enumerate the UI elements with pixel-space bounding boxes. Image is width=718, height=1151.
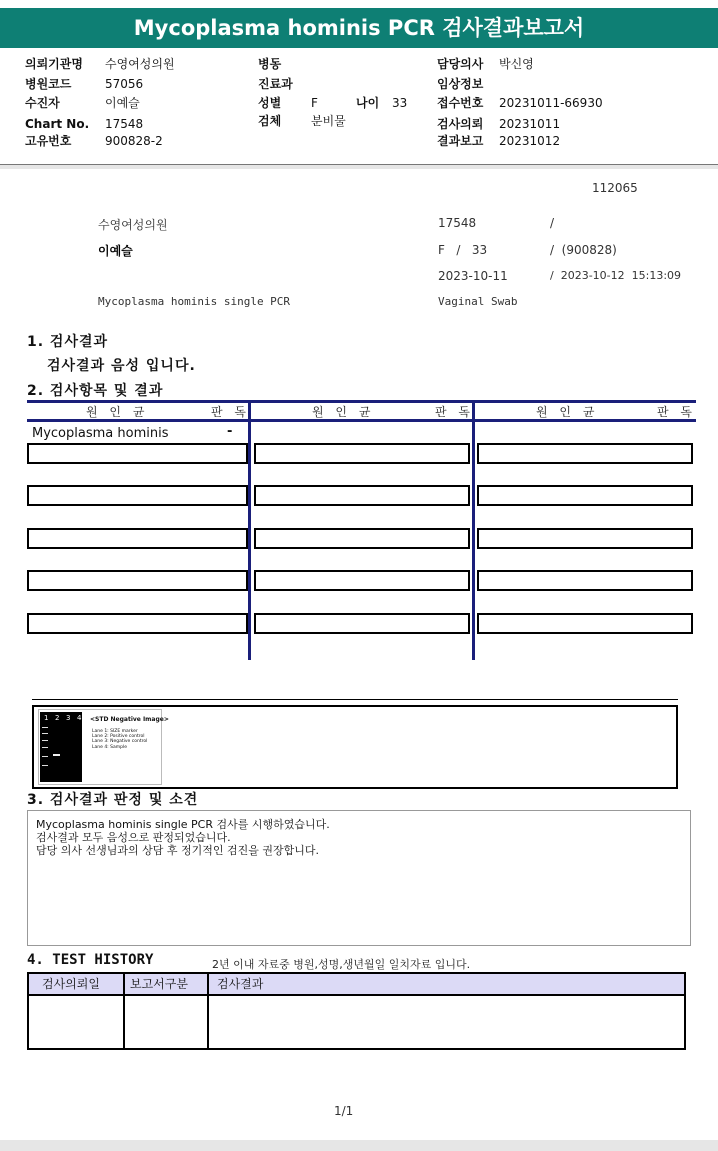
gel-band (42, 765, 48, 766)
history-header-report-type: 보고서구분 (130, 977, 188, 991)
gel-band (42, 727, 48, 728)
lane-number: 1 (44, 714, 49, 722)
opinion-box (27, 810, 691, 946)
unique-number-label: 고유번호 (25, 134, 72, 148)
ward-label: 병동 (258, 57, 282, 71)
info-specimen: Vaginal Swab (438, 295, 518, 308)
image-divider (32, 699, 678, 700)
gel-legend-item: Lane 1: SIZE marker (92, 729, 138, 734)
result-box (254, 570, 470, 591)
col2-judge-header: 판 독 (435, 405, 474, 419)
info-patient: 이예슬 (98, 244, 133, 258)
result-box (27, 570, 248, 591)
info-institution: 수영여성의원 (98, 218, 168, 232)
doctor-label: 담당의사 (437, 57, 484, 71)
opinion-line: 담당 의사 선생님과의 상담 후 정기적인 검진을 권장합니다. (36, 844, 319, 857)
result-box (27, 613, 248, 634)
result-box (254, 485, 470, 506)
receipt-number-value: 20231011-66930 (499, 96, 603, 110)
request-date-label: 검사의뢰 (437, 117, 484, 131)
unique-number-value: 900828-2 (105, 134, 163, 148)
patient-value: 이예슬 (105, 96, 140, 110)
gel-legend-item: Lane 4: Sample (92, 744, 127, 750)
col2-organism-header: 원 인 균 (312, 405, 375, 419)
column-divider-1 (248, 403, 251, 660)
info-test-name: Mycoplasma hominis single PCR (98, 295, 291, 308)
result-box (254, 613, 470, 634)
section1-result: 검사결과 음성 입니다. (47, 358, 196, 374)
info-sex-age: F / 33 (438, 243, 488, 257)
section3-title: 3. 검사결과 판정 및 소견 (27, 792, 199, 808)
col3-organism-header: 원 인 균 (536, 405, 599, 419)
result-box (254, 528, 470, 549)
history-header-request-date: 검사의뢰일 (42, 977, 100, 991)
section1-title: 1. 검사결과 (27, 334, 109, 350)
gel-band (42, 740, 48, 741)
hospital-code-value: 57056 (105, 77, 144, 91)
info-report-datetime: / 2023-10-12 15:13:09 (550, 269, 682, 282)
col1-judge-header: 판 독 (211, 405, 250, 419)
age-label: 나이 (356, 96, 380, 110)
page-number: 1/1 (334, 1104, 354, 1118)
age-value: 33 (392, 96, 408, 110)
receipt-number-label: 접수번호 (437, 96, 484, 110)
chart-value: 17548 (105, 117, 144, 131)
column-divider-2 (472, 403, 475, 660)
info-birth: / (900828) (550, 243, 617, 257)
organism-result: - (227, 424, 233, 439)
result-box (27, 443, 248, 464)
clinical-info-label: 임상정보 (437, 77, 484, 91)
chart-label: Chart No. (25, 117, 90, 131)
result-box (477, 443, 693, 464)
hospital-code-label: 병원코드 (25, 77, 72, 91)
col1-organism-header: 원 인 균 (86, 405, 149, 419)
department-label: 진료과 (258, 77, 293, 91)
history-table-header (29, 974, 684, 996)
history-note: 2년 이내 자료중 병원,성명,생년월일 일치자료 입니다. (212, 958, 471, 971)
gel-legend-item: Lane 2: Positive control (92, 734, 145, 740)
sex-value: F (311, 96, 318, 110)
result-box (477, 528, 693, 549)
institution-label: 의뢰기관명 (25, 57, 83, 71)
specimen-label: 검체 (258, 114, 282, 128)
result-box (477, 613, 693, 634)
institution-value: 수영여성의원 (105, 57, 175, 71)
doctor-value: 박신영 (499, 57, 534, 71)
lane-number: 4 (77, 714, 82, 722)
opinion-line: Mycoplasma hominis single PCR 검사를 시행하였습니다. (36, 818, 330, 831)
info-chart: 17548 (438, 216, 477, 230)
info-date: 2023-10-11 (438, 269, 508, 283)
gel-caption: <STD Negative Image> (90, 716, 169, 723)
gel-legend (92, 729, 147, 750)
gel-band (53, 754, 60, 756)
result-box (477, 570, 693, 591)
result-box (27, 528, 248, 549)
history-header-result: 검사결과 (217, 977, 264, 991)
organism-name: Mycoplasma hominis (32, 426, 169, 441)
gel-band (42, 756, 48, 757)
section2-title: 2. 검사항목 및 결과 (27, 383, 164, 399)
patient-label: 수진자 (25, 96, 60, 110)
sex-label: 성별 (258, 96, 282, 110)
result-box (27, 485, 248, 506)
history-table (27, 972, 686, 1050)
header-strip (0, 165, 718, 169)
lane-number: 3 (66, 714, 71, 722)
report-code: 112065 (592, 181, 638, 195)
gel-legend-item: Lane 3: Negative control (92, 739, 148, 745)
section4-title: 4. TEST HISTORY (27, 952, 154, 968)
history-col-divider (207, 972, 209, 1050)
opinion-line: 검사결과 모두 음성으로 판정되었습니다. (36, 831, 231, 844)
info-slash: / (550, 216, 555, 230)
col3-judge-header: 판 독 (657, 405, 696, 419)
report-title: Mycoplasma hominis PCR 검사결과보고서 (0, 8, 718, 48)
gel-band (42, 747, 48, 748)
history-col-divider (123, 972, 125, 1050)
report-date-value: 20231012 (499, 134, 561, 148)
lane-number: 2 (55, 714, 60, 722)
report-date-label: 결과보고 (437, 134, 484, 148)
gel-band (42, 733, 48, 734)
specimen-value: 분비물 (311, 114, 346, 128)
result-box (254, 443, 470, 464)
result-box (477, 485, 693, 506)
request-date-value: 20231011 (499, 117, 561, 131)
footer-strip (0, 1140, 718, 1151)
